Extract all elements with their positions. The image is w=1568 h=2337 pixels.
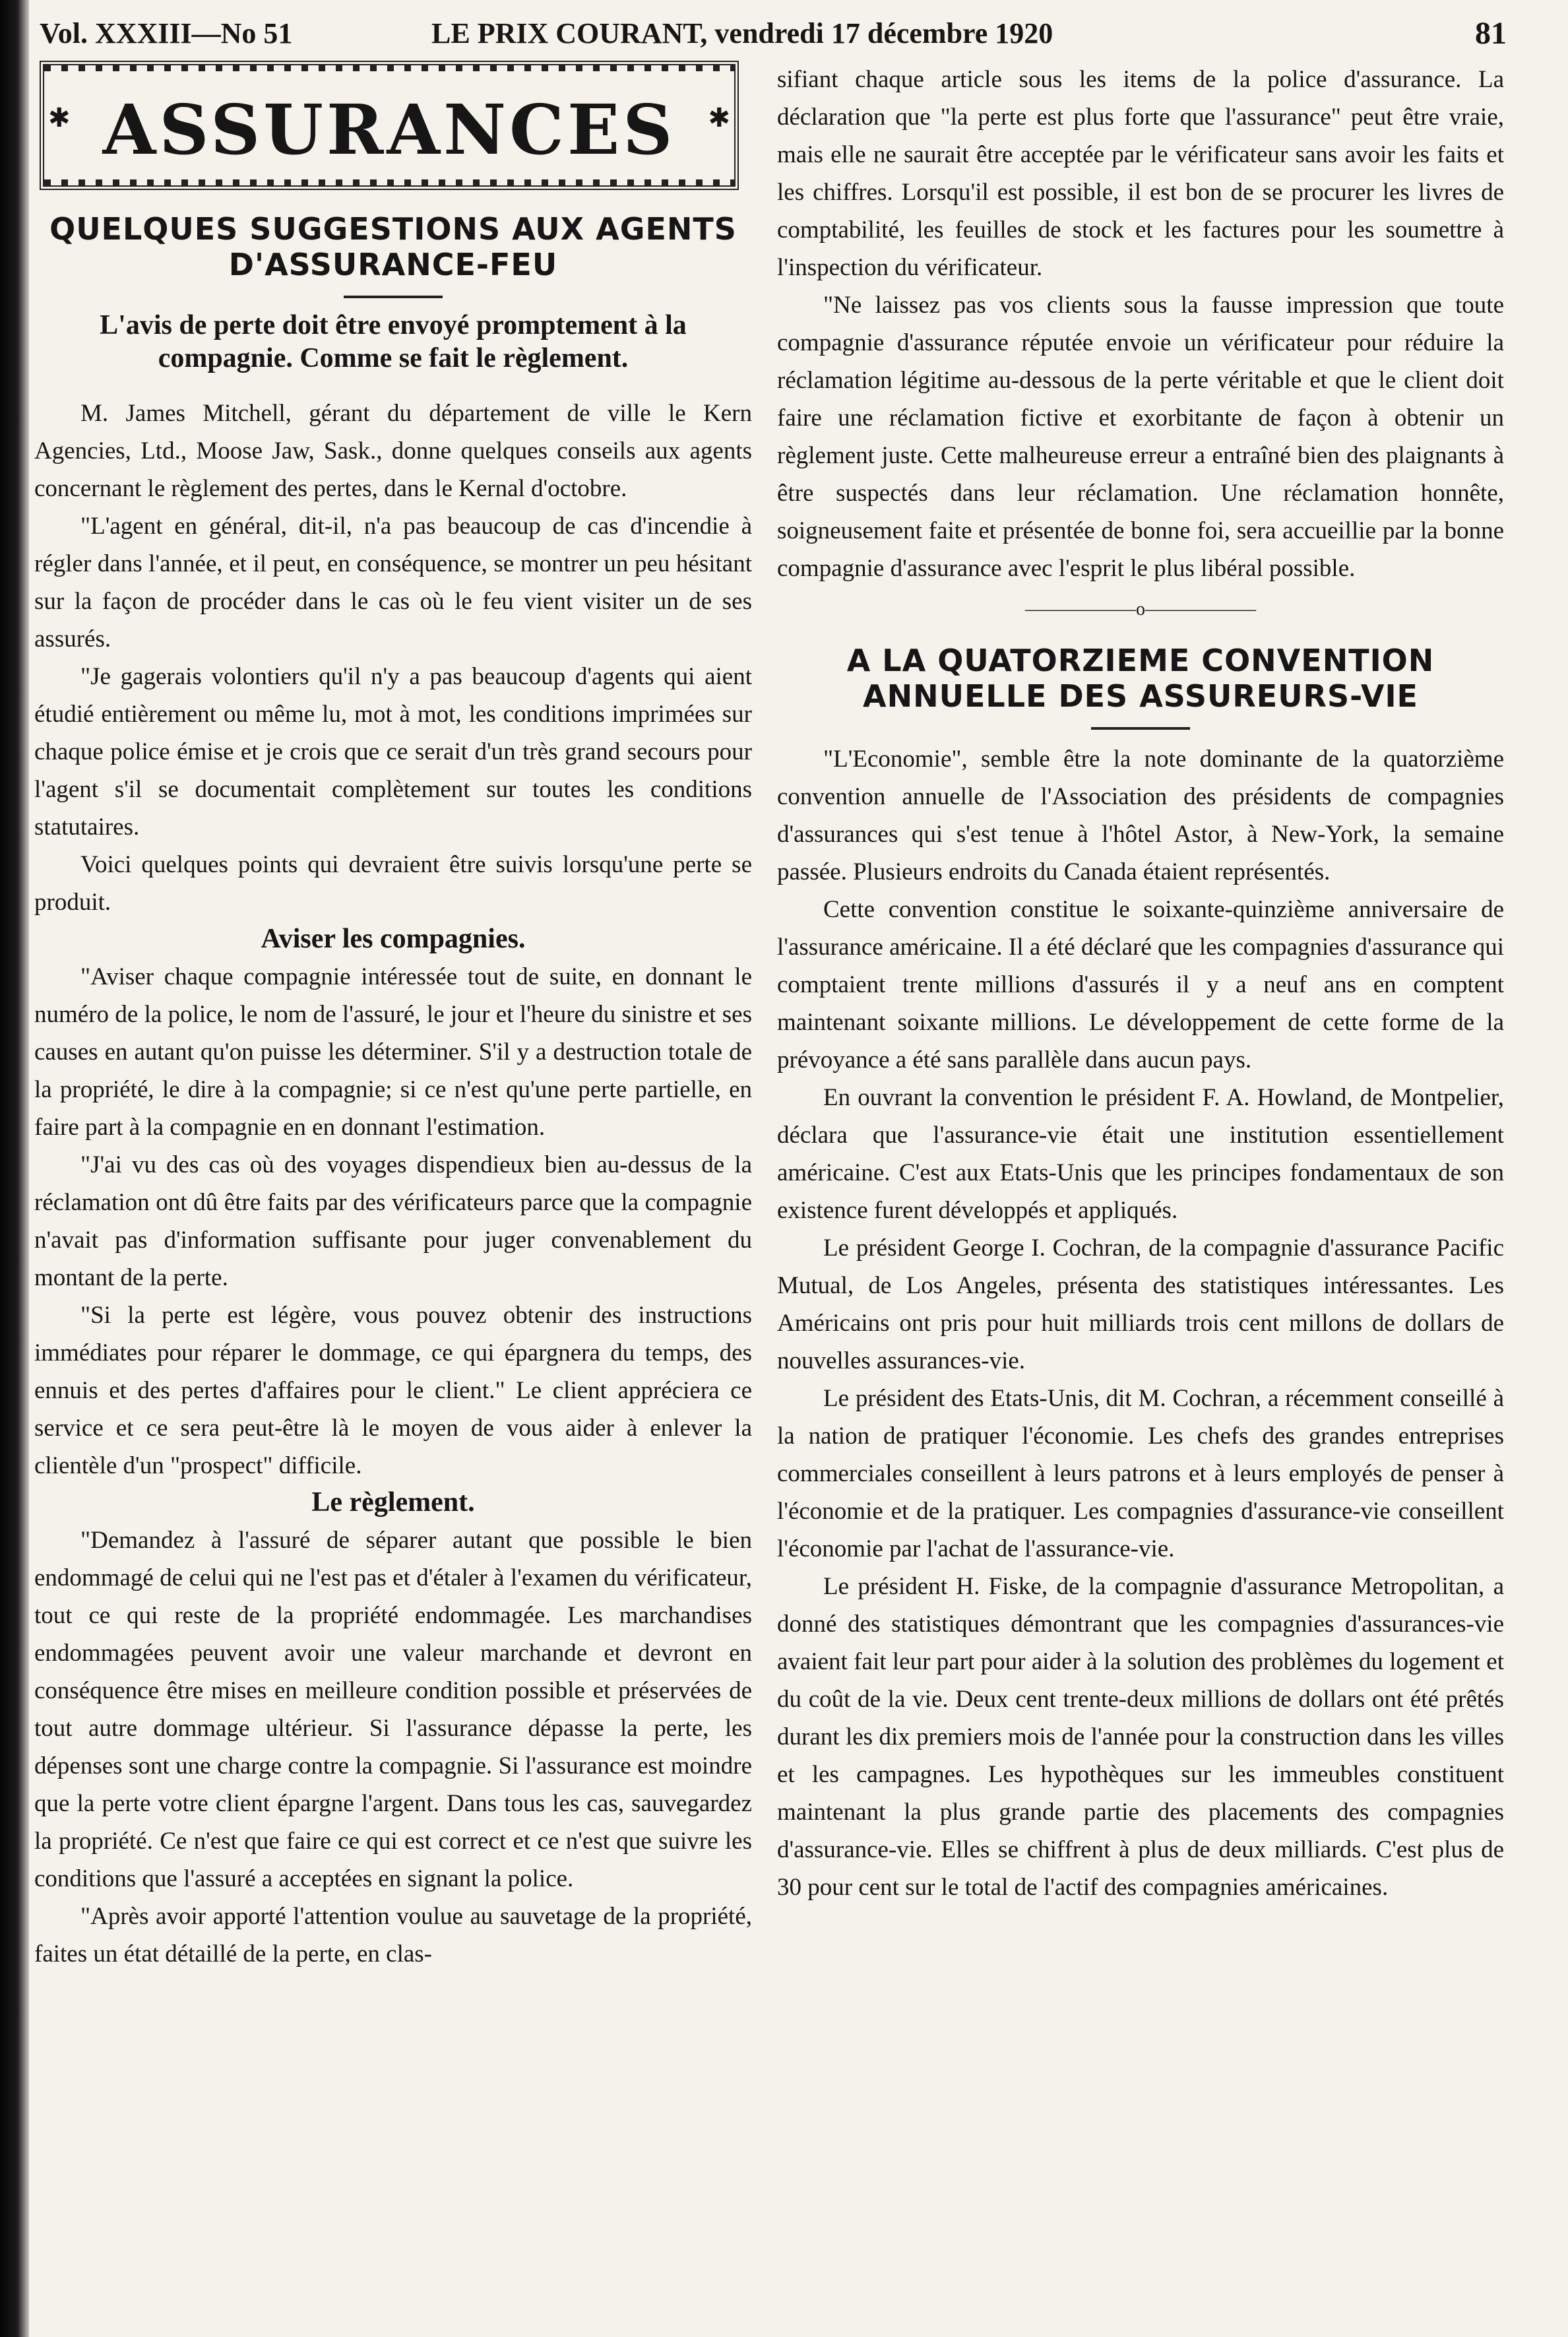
paragraph: "L'agent en général, dit-il, n'a pas beaucoup de cas d'incendie à régler dans l'année, et il peut, en conséquence, se montrer un peu hésitant sur la façon de procéder dans le cas où le feu vient visiter un de ses assurés. <box>34 513 752 653</box>
page-number: 81 <box>1475 16 1507 51</box>
article-title: QUELQUES SUGGESTIONS AUX AGENTS D'ASSURANCE-FEU <box>49 211 737 282</box>
paragraph: Voici quelques points qui devraient être suivis lorsqu'une perte se produit. <box>34 851 752 916</box>
paragraph: M. James Mitchell, gérant du département de ville le Kern Agencies, Ltd., Moose Jaw, Sask., donne quelques conseils aux agents concernant le règlement des pertes, dans le Kernal d'octobre. <box>34 400 752 502</box>
subheading: Le règlement. <box>311 1487 475 1518</box>
section-title: ASSURANCES <box>102 89 676 170</box>
left-column <box>34 61 752 1973</box>
paragraph: "Aviser chaque compagnie intéressée tout de suite, en donnant le numéro de la police, le nom de l'assuré, le jour et l'heure du sinistre et ses causes en autant qu'on puisse les déterminer. S'il y a destruction totale de la propriété, le dire à la compagnie; si ce n'est qu'une perte partielle, en faire part à la compagnie en en donnant l'estimation. <box>34 963 752 1141</box>
paragraph: "Demandez à l'assuré de séparer autant que possible le bien endommagé de celui qui ne l'est pas et d'étaler à l'examen du vérificateur, tout ce qui reste de la propriété endommagée. Les marchandises endommagées peuvent avoir une valeur marchande et devront en conséquence être mises en meilleure condition possible et préservées de tout autre dommage ultérieur. Si l'assurance dépasse la perte, les dépenses sont une charge contre la compagnie. Si l'assurance est moindre que la perte votre client épargne l'argent. Dans tous les cas, sauvegardez la propriété. Ce n'est que faire ce qui est correct et ce n'est que suivre les conditions que l'assuré a acceptées en signant la police. <box>34 1527 752 1892</box>
ornament-icon: ✱ <box>48 103 71 133</box>
right-column <box>777 61 1504 1906</box>
paragraph: "J'ai vu des cas où des voyages dispendieux bien au-dessus de la réclamation ont dû être faits par des vérificateurs parce que la compagnie n'avait pas d'information suffisante pour juger convenablement du montant de la perte. <box>34 1151 752 1291</box>
paragraph: En ouvrant la convention le président F. A. Howland, de Montpelier, déclara que l'assurance-vie était une institution essentiellement américaine. C'est aux Etats-Unis que les principes fondamentaux de son existence furent développés et appliqués. <box>777 1084 1504 1224</box>
ornament-icon: ✱ <box>708 103 730 133</box>
paragraph: Le président des Etats-Unis, dit M. Cochran, a récemment conseillé à la nation de pratiquer l'économie. Les chefs des grandes entreprises commerciales conseillent à leurs patrons et à leurs employés de penser à l'économie et de la pratiquer. Les compagnies d'assurance-vie conseillent l'économie par l'achat de l'assurance-vie. <box>777 1385 1504 1562</box>
journal-title-date: LE PRIX COURANT, vendredi 17 décembre 1920 <box>431 17 1053 49</box>
paragraph: "L'Economie", semble être la note dominante de la quatorzième convention annuelle de l'Association des présidents de compagnies d'assurances qui s'est tenue à l'hôtel Astor, à New-York, la semaine passée. Plusieurs endroits du Canada étaient représentés. <box>777 746 1504 885</box>
paragraph: "Ne laissez pas vos clients sous la fausse impression que toute compagnie d'assurance réputée envoie un vérificateur pour réduire la réclamation légitime au-dessous de la perte véritable et que le client doit faire une réclamation fictive et exorbitante de façon à obtenir un règlement juste. Cette malheureuse erreur a entraîné bien des plaignants à être suspectés dans leur réclamation. Une réclamation honnête, soigneusement faite et présentée de bonne foi, sera accueillie par la bonne compagnie d'assurance avec l'esprit le plus libéral possible. <box>777 292 1504 582</box>
paragraph: "Après avoir apporté l'attention voulue au sauvetage de la propriété, faites un état détaillé de la perte, en clas- <box>34 1903 752 1968</box>
paragraph: Le président H. Fiske, de la compagnie d'assurance Metropolitan, a donné des statistiques démontrant que les compagnies d'assurances-vie avaient fait leur part pour aider à la solution des problèmes du logement et du coût de la vie. Deux cent trente-deux millions de dollars ont été prêtés durant les dix premiers mois de l'année pour la construction dans les villes et les campagnes. Les hypothèques sur les immeubles constituent maintenant la plus grande partie des placements des compagnies d'assurance-vie. Elles se chiffrent à plus de deux milliards. C'est plus de 30 pour cent sur le total de l'actif des compagnies américaines. <box>777 1573 1504 1901</box>
paragraph: "Je gagerais volontiers qu'il n'y a pas beaucoup d'agents qui aient étudié entièrement ou même lu, mot à mot, les conditions imprimées sur chaque police émise et je crois que ce serait d'un très grand secours pour l'agent s'il se documentait complètement sur toutes les conditions statutaires. <box>34 663 752 841</box>
divider <box>1091 727 1190 730</box>
divider <box>344 296 443 298</box>
book-binding-edge <box>0 0 29 2337</box>
volume-number: Vol. XXXIII—No 51 <box>40 17 293 49</box>
paragraph: Cette convention constitue le soixante-quinzième anniversaire de l'assurance américaine. Il a été déclaré que les compagnies d'assurance qui comptaient trente millions d'assurés il y a neuf ans en comptent maintenant soixante millions. Le développement de cette forme de la prévoyance a été sans parallèle dans aucun pays. <box>777 896 1504 1073</box>
article-title: A LA QUATORZIEME CONVENTION ANNUELLE DES ASSUREURS-VIE <box>846 643 1435 714</box>
section-banner <box>40 61 739 190</box>
paragraph: "Si la perte est légère, vous pouvez obtenir des instructions immédiates pour réparer le dommage, ce qui épargnera du temps, des ennuis et des pertes d'affaires pour le client." Le client appréciera ce service et ce sera peut-être là le moyen de vous aider à enlever la clientèle d'un "prospect" difficile. <box>34 1302 752 1479</box>
paragraph: Le président George I. Cochran, de la compagnie d'assurance Pacific Mutual, de Los Angeles, présenta des statistiques intéressantes. Les Américains ont pris pour huit milliards trois cent millons de dollars de nouvelles assurances-vie. <box>777 1234 1504 1374</box>
article-deck: L'avis de perte doit être envoyé promptement à la compagnie. Comme se fait le règlement. <box>100 310 687 373</box>
article-separator: ——————o—————— <box>1025 599 1256 620</box>
subheading: Aviser les compagnies. <box>261 924 526 954</box>
page-header <box>29 8 1507 59</box>
paragraph: sifiant chaque article sous les items de la police d'assurance. La déclaration que "la perte est plus forte que l'assurance" peut être vraie, mais elle ne saurait être acceptée par le vérificateur sans avoir les faits et les chiffres. Lorsqu'il est possible, il est bon de se procurer les livres de comptabilité, les feuilles de stock et les factures pour les soumettre à l'inspection du vérificateur. <box>777 66 1504 281</box>
